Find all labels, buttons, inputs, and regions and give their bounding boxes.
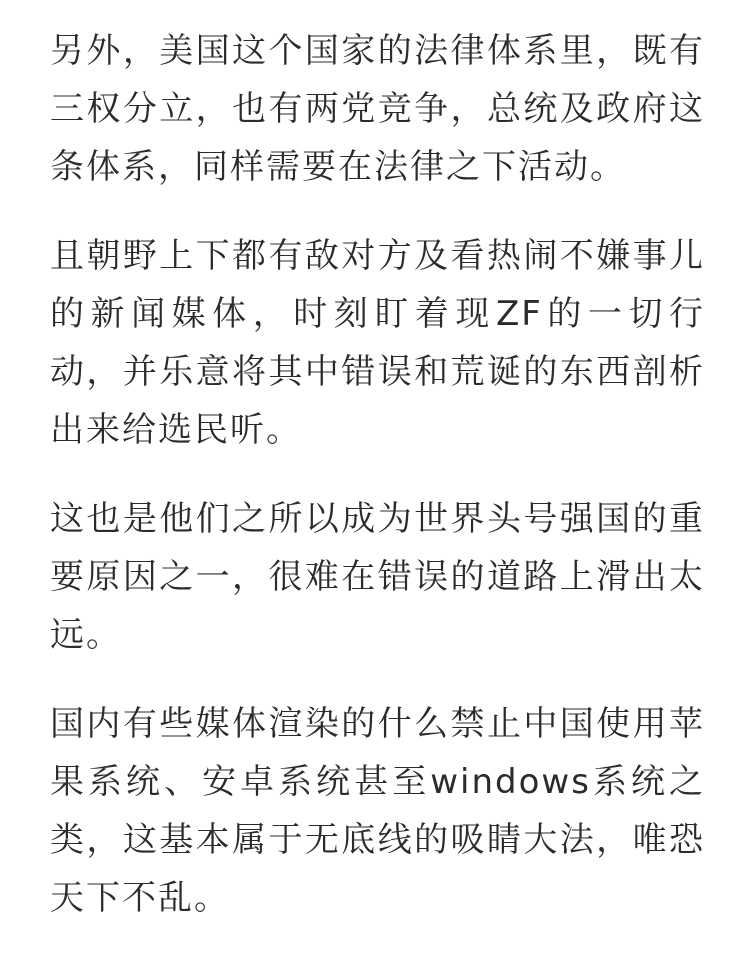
paragraph-3: [50, 490, 705, 664]
text-line: 天下不乱。: [50, 878, 230, 918]
paragraph-4: [50, 695, 705, 927]
text-line: 果系统、安卓系统甚至windows系统之: [50, 762, 705, 802]
text-line: 远。: [50, 615, 122, 655]
text-line: 另外，美国这个国家的法律体系里，既有: [50, 31, 705, 71]
paragraph-1: [50, 22, 705, 196]
text-line: 类，这基本属于无底线的吸睛大法，唯恐: [50, 820, 705, 860]
text-line: 的新闻媒体，时刻盯着现ZF的一切行: [50, 294, 705, 334]
paragraph-2: [50, 227, 705, 459]
text-line: 条体系，同样需要在法律之下活动。: [50, 147, 626, 187]
text-line: 要原因之一，很难在错误的道路上滑出太: [50, 557, 705, 597]
text-line: 动，并乐意将其中错误和荒诞的东西剖析: [50, 352, 705, 392]
text-line: 且朝野上下都有敌对方及看热闹不嫌事儿: [50, 236, 705, 276]
text-line: 这也是他们之所以成为世界头号强国的重: [50, 499, 705, 539]
text-line: 国内有些媒体渲染的什么禁止中国使用苹: [50, 704, 705, 744]
article-body: [50, 22, 705, 958]
text-line: 出来给选民听。: [50, 410, 302, 450]
text-line: 三权分立，也有两党竞争，总统及政府这: [50, 89, 705, 129]
